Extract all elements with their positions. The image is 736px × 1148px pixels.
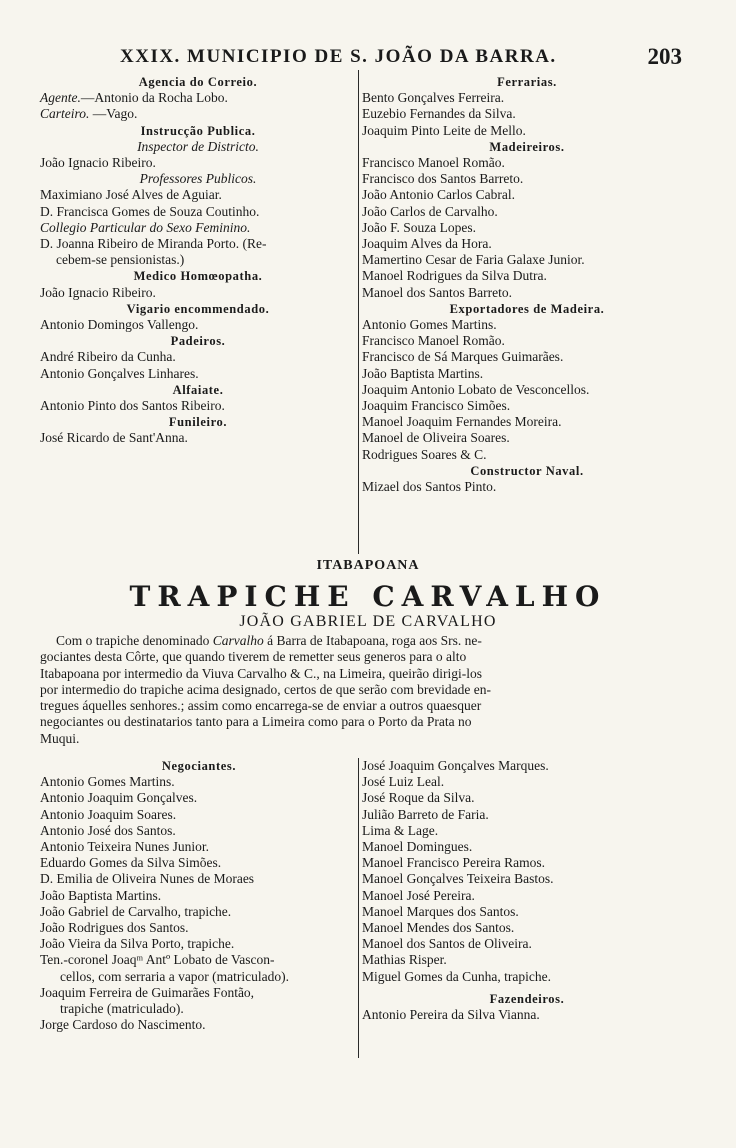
entry-madeireiro: Francisco Manoel Romão.	[362, 155, 505, 171]
negociantes-right-column	[362, 758, 692, 1023]
entry-agente	[40, 90, 356, 106]
entry-negociante: Jorge Cardoso do Nascimento.	[40, 1017, 206, 1033]
entry-professor: Maximiano José Alves de Aguiar.	[40, 187, 222, 203]
entry-inspector: João Ignacio Ribeiro.	[40, 155, 156, 171]
entry-negociante: João Baptista Martins.	[40, 887, 162, 903]
announcement-paragraph	[40, 633, 705, 747]
entry-ten-coronel-line1: Ten.-coronel Joaqᵐ Antº Lobato de Vascon-	[40, 952, 275, 968]
section-heading-padeiros: Padeiros.	[170, 334, 226, 349]
entry-exportador: Rodrigues Soares & C.	[362, 446, 487, 462]
entry-negociante: Manoel dos Santos de Oliveira.	[362, 936, 532, 952]
page-title: XXIX. MUNICIPIO DE S. JOÃO DA BARRA.	[120, 46, 557, 67]
entry-padeiro: André Ribeiro da Cunha.	[40, 349, 176, 365]
carteiro-label: Carteiro.	[40, 106, 90, 122]
entry-negociante: Antonio Teixeira Nunes Junior.	[40, 839, 210, 855]
para-line: tregues áquelles senhores.; assim como encarrega-se de enviar a outros quaesquer	[40, 698, 482, 714]
owner-name: JOÃO GABRIEL DE CARVALHO	[239, 613, 497, 630]
page-number: 203	[647, 44, 682, 69]
agente-text: —Antonio da Rocha Lobo.	[80, 90, 228, 106]
entry-exportador: Francisco Manoel Romão.	[362, 333, 505, 349]
section-heading-madeireiros: Madeireiros.	[489, 139, 565, 154]
entry-madeireiro: Joaquim Alves da Hora.	[362, 236, 492, 252]
entry-medico: João Ignacio Ribeiro.	[40, 284, 156, 300]
entry-madeireiro: Mamertino Cesar de Faria Galaxe Junior.	[362, 252, 585, 268]
entry-ferraria: Joaquim Pinto Leite de Mello.	[362, 122, 526, 138]
entry-negociante: Antonio Joaquim Gonçalves.	[40, 790, 198, 806]
entry-ferraria: Bento Gonçalves Ferreira.	[362, 90, 505, 106]
negociantes-left-column	[40, 758, 358, 1033]
entry-exportador: Joaquim Francisco Simões.	[362, 398, 511, 414]
section-heading-negociantes: Negociantes.	[161, 759, 237, 773]
section-heading-fazendeiros: Fazendeiros.	[489, 991, 565, 1006]
section-title-itabapoana: ITABAPOANA	[316, 558, 420, 573]
right-column	[362, 74, 692, 495]
section-heading-funileiro: Funileiro.	[168, 415, 228, 430]
para-line: Muqui.	[40, 730, 80, 746]
entry-negociante: João Vieira da Silva Porto, trapiche.	[40, 936, 235, 952]
para-line: negociantes ou destinatarios tanto para a Limeira como para o Porto da Prata no	[40, 714, 472, 730]
entry-negociante: José Luiz Leal.	[362, 774, 445, 790]
para-line: Itabapoana por intermedio da Viuva Carvalho & C., na Limeira, queirão dirigi-los	[40, 665, 483, 681]
entry-negociante: João Gabriel de Carvalho, trapiche.	[40, 903, 232, 919]
company-name: TRAPICHE CARVALHO	[129, 580, 607, 613]
entry-negociante: Miguel Gomes da Cunha, trapiche.	[362, 968, 551, 984]
entry-exportador: Joaquim Antonio Lobato de Vesconcellos.	[362, 381, 590, 397]
entry-ten-coronel-line2: cellos, com serraria a vapor (matriculado).	[60, 968, 290, 984]
agente-label: Agente.	[40, 90, 81, 106]
entry-negociante: Eduardo Gomes da Silva Simões.	[40, 855, 222, 871]
entry-carteiro	[40, 106, 356, 122]
para-text: á Barra de Itabapoana, roga aos Srs. ne-	[263, 633, 482, 648]
entry-negociante: José Roque da Silva.	[362, 790, 475, 806]
entry-negociante: Manoel Gonçalves Teixeira Bastos.	[362, 871, 554, 887]
entry-negociante: D. Emilia de Oliveira Nunes de Moraes	[40, 871, 255, 887]
section-heading-ferrarias: Ferrarias.	[497, 75, 557, 89]
entry-madeireiro: João Antonio Carlos Cabral.	[362, 187, 515, 203]
entry-collegio-line1: D. Joanna Ribeiro de Miranda Porto. (Re-	[40, 236, 267, 252]
entry-negociante: Antonio Joaquim Soares.	[40, 806, 177, 822]
entry-joaquim-ferreira-line2: trapiche (matriculado).	[60, 1001, 184, 1017]
entry-negociante: Manoel Francisco Pereira Ramos.	[362, 855, 545, 871]
subheading-inspector: Inspector de Districto.	[137, 138, 259, 154]
page-header	[70, 44, 690, 70]
column-divider-top	[358, 70, 359, 554]
para-line: por intermedio do trapiche acima designado, certos de que serão com brevidade en-	[40, 681, 491, 697]
entry-negociante: João Rodrigues dos Santos.	[40, 920, 189, 936]
section-heading-exportadores: Exportadores de Madeira.	[449, 301, 605, 316]
section-heading-medico: Medico Homœopatha.	[133, 269, 263, 284]
para-italic-name: Carvalho	[212, 633, 264, 648]
entry-padeiro: Antonio Gonçalves Linhares.	[40, 365, 199, 381]
para-line	[40, 633, 705, 649]
entry-exportador: Manoel Joaquim Fernandes Moreira.	[362, 414, 562, 430]
entry-negociante: Antonio José dos Santos.	[40, 822, 176, 838]
entry-funileiro: José Ricardo de Sant'Anna.	[40, 430, 188, 446]
section-heading-instrucao: Instrucção Publica.	[140, 123, 256, 138]
section-heading-vigario: Vigario encommendado.	[126, 301, 270, 316]
entry-madeireiro: João Carlos de Carvalho.	[362, 203, 498, 219]
section-heading-constructor: Constructor Naval.	[470, 463, 584, 478]
entry-exportador: Francisco de Sá Marques Guimarães.	[362, 349, 564, 365]
entry-negociante: Manoel Mendes dos Santos.	[362, 920, 515, 936]
entry-negociante: Julião Barreto de Faria.	[362, 806, 489, 822]
left-column	[40, 74, 356, 447]
entry-madeireiro: Francisco dos Santos Barreto.	[362, 171, 524, 187]
carteiro-text: —Vago.	[89, 106, 138, 122]
entry-negociante: Manoel Marques dos Santos.	[362, 903, 519, 919]
entry-negociante: José Joaquim Gonçalves Marques.	[362, 758, 549, 773]
subheading-collegio: Collegio Particular do Sexo Feminino.	[40, 219, 251, 235]
entry-madeireiro: Manoel Rodrigues da Silva Dutra.	[362, 268, 547, 284]
section-heading-alfaiate: Alfaiate.	[172, 382, 224, 397]
entry-negociante: Manoel Domingues.	[362, 839, 473, 855]
entry-madeireiro: Manoel dos Santos Barreto.	[362, 284, 512, 300]
section-heading-correio: Agencia do Correio.	[138, 75, 258, 89]
column-divider-bottom	[358, 758, 359, 1058]
entry-vigario: Antonio Domingos Vallengo.	[40, 317, 199, 333]
entry-negociante: Mathias Risper.	[362, 952, 447, 968]
entry-exportador: Manoel de Oliveira Soares.	[362, 430, 510, 446]
entry-collegio-line2: cebem-se pensionistas.)	[56, 252, 185, 268]
entry-exportador: Antonio Gomes Martins.	[362, 317, 497, 333]
entry-negociante: Manoel José Pereira.	[362, 887, 475, 903]
entry-alfaiate: Antonio Pinto dos Santos Ribeiro.	[40, 398, 225, 414]
entry-joaquim-ferreira-line1: Joaquim Ferreira de Guimarães Fontão,	[40, 984, 255, 1000]
entry-negociante: Antonio Gomes Martins.	[40, 774, 175, 790]
entry-fazendeiro: Antonio Pereira da Silva Vianna.	[362, 1007, 540, 1023]
entry-negociante: Lima & Lage.	[362, 822, 439, 838]
entry-ferraria: Euzebio Fernandes da Silva.	[362, 106, 516, 122]
entry-exportador: João Baptista Martins.	[362, 365, 484, 381]
para-line: gociantes desta Côrte, que quando tiverem de remetter seus generos para o alto	[40, 649, 467, 665]
entry-constructor: Mizael dos Santos Pinto.	[362, 479, 497, 495]
entry-professor: D. Francisca Gomes de Souza Coutinho.	[40, 203, 260, 219]
entry-madeireiro: João F. Souza Lopes.	[362, 219, 477, 235]
para-text: Com o trapiche denominado	[56, 633, 213, 648]
subheading-professores: Professores Publicos.	[139, 171, 257, 187]
